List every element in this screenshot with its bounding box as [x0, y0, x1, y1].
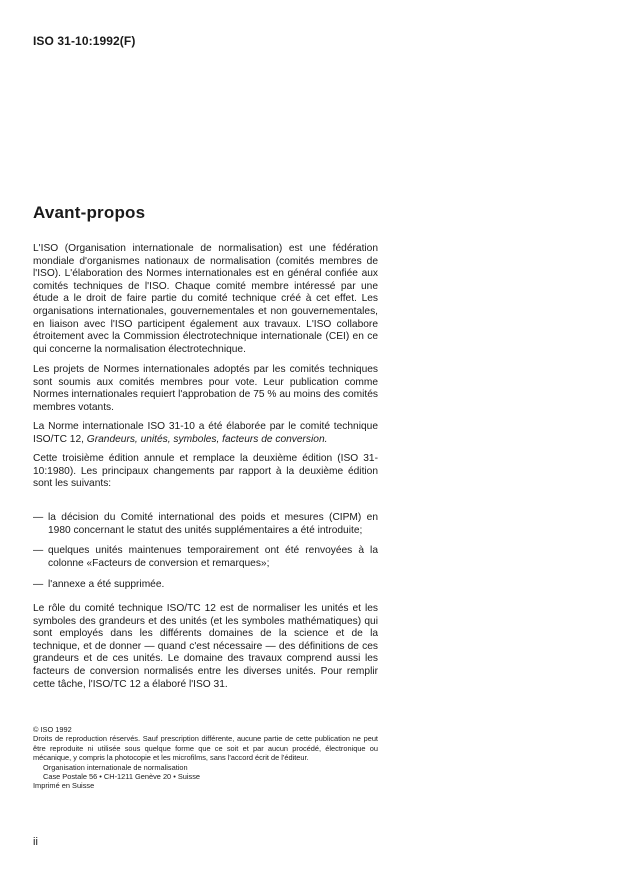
foreword-paragraph-2: Les projets de Normes internationales adoptés par les comités techniques sont soumis aux comités membres pour vote. Leur publication comme Normes internationales requiert l'approbation de 75 % au moins des comités membres votants.	[33, 364, 378, 413]
organization-name: Organisation internationale de normalisation	[43, 762, 188, 772]
list-item-text: quelques unités maintenues temporairement ont été renvoyées à la colonne «Facteurs de conversion et remarques»;	[48, 545, 378, 569]
copyright-line: © ISO 1992	[33, 725, 72, 734]
list-item-text: l'annexe a été supprimée.	[48, 579, 165, 590]
dash-bullet: —	[33, 579, 44, 590]
rights-notice: Droits de reproduction réservés. Sauf prescription différente, aucune partie de cette publication ne peut être reproduite ni utilisée sous quelque forme que ce soit et par aucun procédé, électronique ou mécanique, y compris la photocopie et les microfilms, sans l'accord écrit de l'éditeur.	[33, 734, 378, 763]
foreword-paragraph-3	[33, 421, 378, 446]
dash-bullet: —	[33, 512, 44, 523]
foreword-paragraph-4: Cette troisième édition annule et remplace la deuxième édition (ISO 31-10:1980). Les principaux changements par rapport à la deuxième édition sont les suivants:	[33, 453, 378, 490]
page-number: ii	[33, 836, 38, 848]
paragraph-3-text: La Norme internationale ISO 31-10 a été élaborée par le comité technique ISO/TC 12,	[33, 421, 378, 445]
foreword-paragraph-1: L'ISO (Organisation internationale de normalisation) est une fédération mondiale d'organismes nationaux de normalisation (comités membres de l'ISO). L'élaboration des Normes internationales est en général confiée aux comités techniques de l'ISO. Chaque comité membre intéressé par une étude a le droit de faire partie du comité technique créé à cet effet. Les organisations internationales, gouvernementales et non gouvernementales, en liaison avec l'ISO participent également aux travaux. L'ISO collabore étroitement avec la Commission électrotechnique internationale (CEI) en ce qui concerne la normalisation électrotechnique.	[33, 243, 378, 355]
section-title: Avant-propos	[33, 203, 146, 222]
dash-bullet: —	[33, 545, 44, 556]
foreword-paragraph-5: Le rôle du comité technique ISO/TC 12 est de normaliser les unités et les symboles des grandeurs et des unités (et les symboles mathématiques) qui sont employés dans les différents domaines de la science et de la technique, et de donner — quand c'est nécessaire — des définitions de ces grandeurs et de ces unités. Le domaine des travaux comprend aussi les facteurs de conversion normalisés entre les diverses unités. Pour remplir cette tâche, l'ISO/TC 12 a élaboré l'ISO 31.	[33, 603, 378, 690]
committee-title: Grandeurs, unités, symboles, facteurs de conversion.	[86, 433, 328, 445]
list-item	[33, 545, 378, 570]
copyright-block	[33, 725, 378, 791]
organization-address: Case Postale 56 • CH-1211 Genève 20 • Suisse	[43, 772, 201, 782]
list-item	[33, 579, 378, 592]
list-item	[33, 512, 378, 537]
list-item-text: la décision du Comité international des poids et mesures (CIPM) en 1980 concernant le statut des unités supplémentaires a été introduite;	[48, 512, 378, 536]
printed-in: Imprimé en Suisse	[33, 781, 95, 791]
document-id-header: ISO 31-10:1992(F)	[33, 34, 136, 48]
